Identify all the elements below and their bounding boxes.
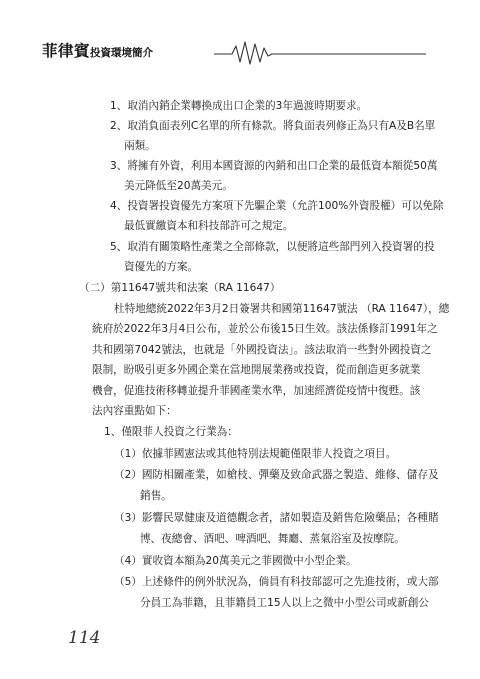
header-title-sub: 投資環境簡介	[90, 47, 154, 59]
body-line: 統府於2022年3月4日公布，並於公布後15日生效。該法係修訂1991年之	[92, 323, 438, 335]
body-line: 最低實繳資本和科技部許可之規定。	[124, 220, 294, 232]
body-line: 機會，促進技術移轉並提升菲國產業水準，加速經濟從疫情中復甦。該	[92, 385, 421, 397]
list-item-continued: 分員工為菲籍，且菲籍員工15人以上之微中小型公司或新創公	[140, 597, 429, 609]
list-item: （3）影響民眾健康及道德觀念者，諸如製造及銷售危險藥品；各種賭	[114, 512, 439, 524]
body-line: 4、投資署投資優先方案項下先驅企業（允許100%外資股權）可以免除	[110, 200, 444, 212]
body-line: 共和國第7042號法，也就是「外國投資法」。該法取消一些對外國投資之	[92, 344, 432, 356]
body-line: 美元降低至20萬美元。	[124, 180, 233, 192]
body-line: 法內容重點如下：	[92, 405, 177, 417]
list-item-continued: 博、夜總會、酒吧、啤酒吧、舞廳、蒸氣浴室及按摩院。	[140, 533, 405, 545]
body-line: 兩類。	[124, 140, 156, 152]
body-line: 2、取消負面表列C名單的所有條款。將負面表列修正為只有A及B名單	[110, 120, 436, 132]
header-title-main: 菲律賓	[42, 42, 91, 60]
header-title	[42, 39, 153, 61]
list-item: （2）國防相關產業，如槍枝、彈藥及致命武器之製造、維修、儲存及	[114, 469, 439, 481]
body-line: 1、取消內銷企業轉換成出口企業的3年過渡時期要求。	[110, 100, 368, 112]
list-item: （1）依據菲國憲法或其他特別法規範僅限菲人投資之項目。	[114, 448, 397, 460]
list-item-continued: 銷售。	[140, 490, 172, 502]
body-line: 限制，盼吸引更多外國企業在當地開展業務或投資，從而創造更多就業	[92, 364, 421, 376]
list-heading: 1、僅限菲人投資之行業為：	[104, 426, 238, 438]
body-line: 資優先的方案。	[124, 261, 199, 273]
body-line: 5、取消有關策略性產業之全部條款，以便將這些部門列入投資署的投	[110, 241, 435, 253]
page-header	[42, 36, 442, 66]
body-line: 3、將擁有外資，利用本國資源的內銷和出口企業的最低資本額從50萬	[110, 160, 438, 172]
page-number: 114	[68, 628, 101, 648]
list-item: （4）實收資本額為20萬美元之菲國微中小型企業。	[114, 555, 357, 567]
body-line: 杜特地總統2022年3月2日簽署共和國第11647號法 （RA 11647），總	[114, 303, 450, 315]
list-item: （5）上述條件的例外狀況為，倘員有科技部認可之先進技術，或大部	[114, 576, 439, 588]
section-heading: （二）第11647號共和法案（RA 11647）	[79, 282, 281, 294]
